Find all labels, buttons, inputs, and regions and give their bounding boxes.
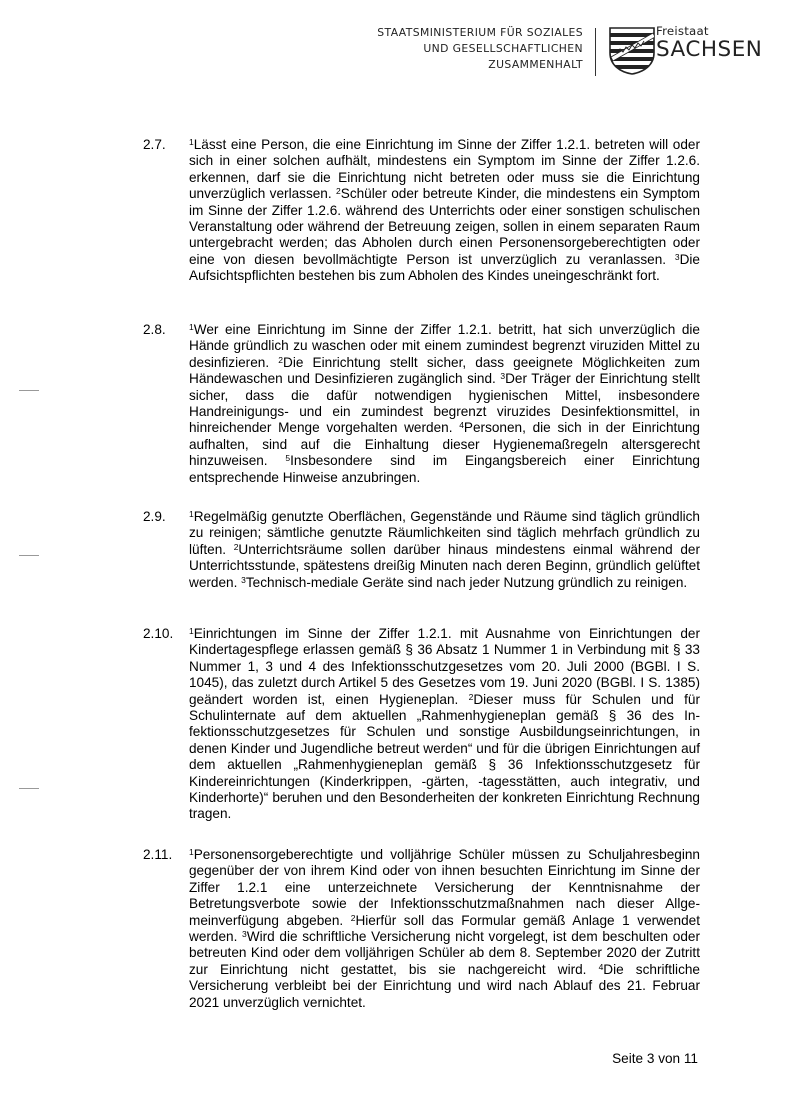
sentence: Die schriftliche Versicherung verbleibt bei der Einrichtung und wird nach Ablauf des 21. Februar 2021 unverzüglich vernichtet. [189, 961, 700, 1010]
sentence-number: 5 [285, 453, 291, 464]
state-logo [656, 24, 762, 61]
sentence: Personen, die sich in der Einrichtung aufhalten, sind auf die Einhaltung dieser Hygienemaßregeln altersgerecht hinzuweisen. [189, 420, 700, 469]
ministry-line: ZUSAMMENHALT [488, 58, 583, 71]
sentence-number: 3 [500, 371, 506, 382]
sentence: Hierfür soll das Formular gemäß Anlage 1 verwendet werden. [189, 912, 700, 945]
ministry-line: STAATSMINISTERIUM FÜR SOZIALES [377, 26, 583, 39]
sentence-number: 4 [598, 961, 604, 972]
sentence: Schüler oder betreute Kinder, die mindestens ein Symptom im Sinne der Ziffer 1.2.6. während des Unterrichts oder einer sonstigen schulischen Veranstaltung oder während der Betreuung zeigen, sollen in einem separaten Raum untergebracht werden; das Abholen durch einen Personensorgeberechtigten oder eine von diesen bevollmächtigte Person ist unverzüglich zu veranlassen. [189, 186, 701, 267]
ministry-name [377, 25, 583, 73]
section-text [189, 322, 700, 486]
sentence: Personensorgeberechtigte und volljährige Schüler müssen zu Schuljahresbeginn gegenüber der von ihrem Kind oder von ihnen besuchten Einrichtung im Sinne der Ziffer 1.2.1 eine unterzeichnete Versicherung der Kenntnisnahme der Betretungsverbote sowie der Infektionsschutzmaßnahmen nach dieser Allgemeinverfügung abgeben. [189, 847, 700, 928]
sentence: Der Träger der Einrichtung stellt sicher, dass die dafür notwendigen hygienischen Mittel, insbesondere Handreinigungs- und ein zumindest begrenzt viruzides Desinfektionsmittel, in hinreichender Menge vorgehalten werden. [189, 371, 701, 436]
sentence-number: 3 [674, 251, 680, 262]
sentence: Insbesondere sind im Eingangsbereich einer Einrichtung entsprechende Hinweise anzubringen. [189, 453, 700, 485]
section-number: 2.11. [143, 847, 173, 862]
sentence-number: 1 [189, 322, 194, 332]
section-text [189, 509, 700, 591]
sentence-number: 2 [233, 541, 239, 552]
sentence: Regelmäßig genutzte Oberflächen, Gegenstände und Räume sind täglich gründlich zu reinigen; sämtliche genutzte Räumlichkeiten sind täglich mehrfach gründlich zu lüften. [189, 509, 700, 557]
section-text [189, 847, 700, 1011]
section-text [189, 137, 700, 285]
sentence-number: 2 [336, 186, 341, 197]
margin-mark [19, 788, 39, 789]
saxony-crest-icon [609, 27, 655, 75]
ministry-line: UND GESELLSCHAFTLICHEN [423, 42, 583, 55]
state-small-label: Freistaat [656, 24, 709, 38]
header-divider [595, 28, 596, 76]
sentence: Unterrichtsräume sollen darüber hinaus mindestens einmal während der Unterrichtsstunde, spätestens dreißig Minuten nach deren Beginn, gründlich gelüftet werden. [189, 541, 700, 590]
section-number: 2.7. [143, 137, 166, 152]
sentence-number: 3 [241, 574, 246, 585]
sentence: Die Einrichtung stellt sicher, dass geeignete Möglichkeiten zum Händewaschen und Desinfizieren zugänglich sind. [189, 354, 701, 387]
sentence: Wird die schriftliche Versicherung nicht vorgelegt, ist dem beschulten oder betreuten Kind oder dem volljährigen Schüler ab dem 8. September 2020 der Zutritt zur Einrichtung nicht gestattet, bis sie nachgereicht wird. [189, 929, 700, 977]
sentence-number: 2 [468, 691, 474, 702]
sentence-number: 3 [242, 929, 247, 940]
sentence-number: 1 [189, 847, 194, 857]
sentence: Die Aufsichtspflichten bestehen bis zum Abholen des Kindes uneingeschränkt fort. [189, 251, 700, 284]
margin-mark [19, 555, 39, 556]
sentence-number: 2 [278, 354, 283, 365]
sentence-number: 1 [189, 626, 194, 636]
sentence: Lässt eine Person, die eine Einrichtung im Sinne der Ziffer 1.2.1. betreten will oder sich in einer solchen aufhält, mindestens ein Symptom im Sinne der Ziffer 1.2.6. erkennen, darf sie die Einrichtung nicht betreten oder muss sie die Einrichtung unverzüglich verlassen. [189, 137, 700, 202]
page-number: Seite 3 von 11 [612, 1051, 698, 1066]
section-number: 2.8. [143, 322, 166, 337]
sentence-number: 1 [189, 137, 194, 147]
sentence-number: 4 [459, 420, 464, 431]
section-number: 2.10. [143, 626, 174, 641]
state-big-label: SACHSEN [656, 37, 763, 62]
section-text [189, 626, 700, 823]
sentence: Technisch-mediale Geräte sind nach jeder Nutzung gründlich zu reinigen. [245, 574, 688, 590]
margin-mark [19, 390, 39, 391]
sentence: Dieser muss für Schulen und für Schulinternate auf dem aktuellen „Rahmenhygieneplan gemäß § 36 des Infektionsschutzgesetzes für Schulen und sonstige Ausbildungseinrichtungen, in denen Kinder und Jugendliche betreut werden“ und für die übrigen Einrichtungen auf dem aktuellen „Rahmenhygieneplan gemäß § 36 Infektionsschutzgesetz für Kindereinrichtungen (Kinderkrippen, -gärten, -tagesstätten, auch integrativ, und Kinderhorte)“ beruhen und den Besonderheiten der konkreten Einrichtung Rechnung tragen. [189, 691, 700, 822]
sentence: Wer eine Einrichtung im Sinne der Ziffer 1.2.1. betritt, hat sich unverzüglich die Hände gründlich zu waschen oder mit einem zumindest begrenzt viruziden Mittel zu desinfizieren. [189, 322, 700, 370]
sentence-number: 1 [189, 509, 194, 519]
sentence-number: 2 [350, 912, 356, 923]
section-number: 2.9. [143, 509, 166, 524]
sentence: Einrichtungen im Sinne der Ziffer 1.2.1. mit Ausnahme von Einrichtungen der Kindertagespflege erlassen gemäß § 36 Absatz 1 Nummer 1 in Verbindung mit § 33 Nummer 1, 3 und 4 des Infektionsschutzgesetzes vom 20. Juli 2000 (BGBl. I S. 1045), das zuletzt durch Artikel 5 des Gesetzes vom 19. Juni 2020 (BGBl. I S. 1385) geändert worden ist, einen Hygieneplan. [189, 626, 700, 707]
